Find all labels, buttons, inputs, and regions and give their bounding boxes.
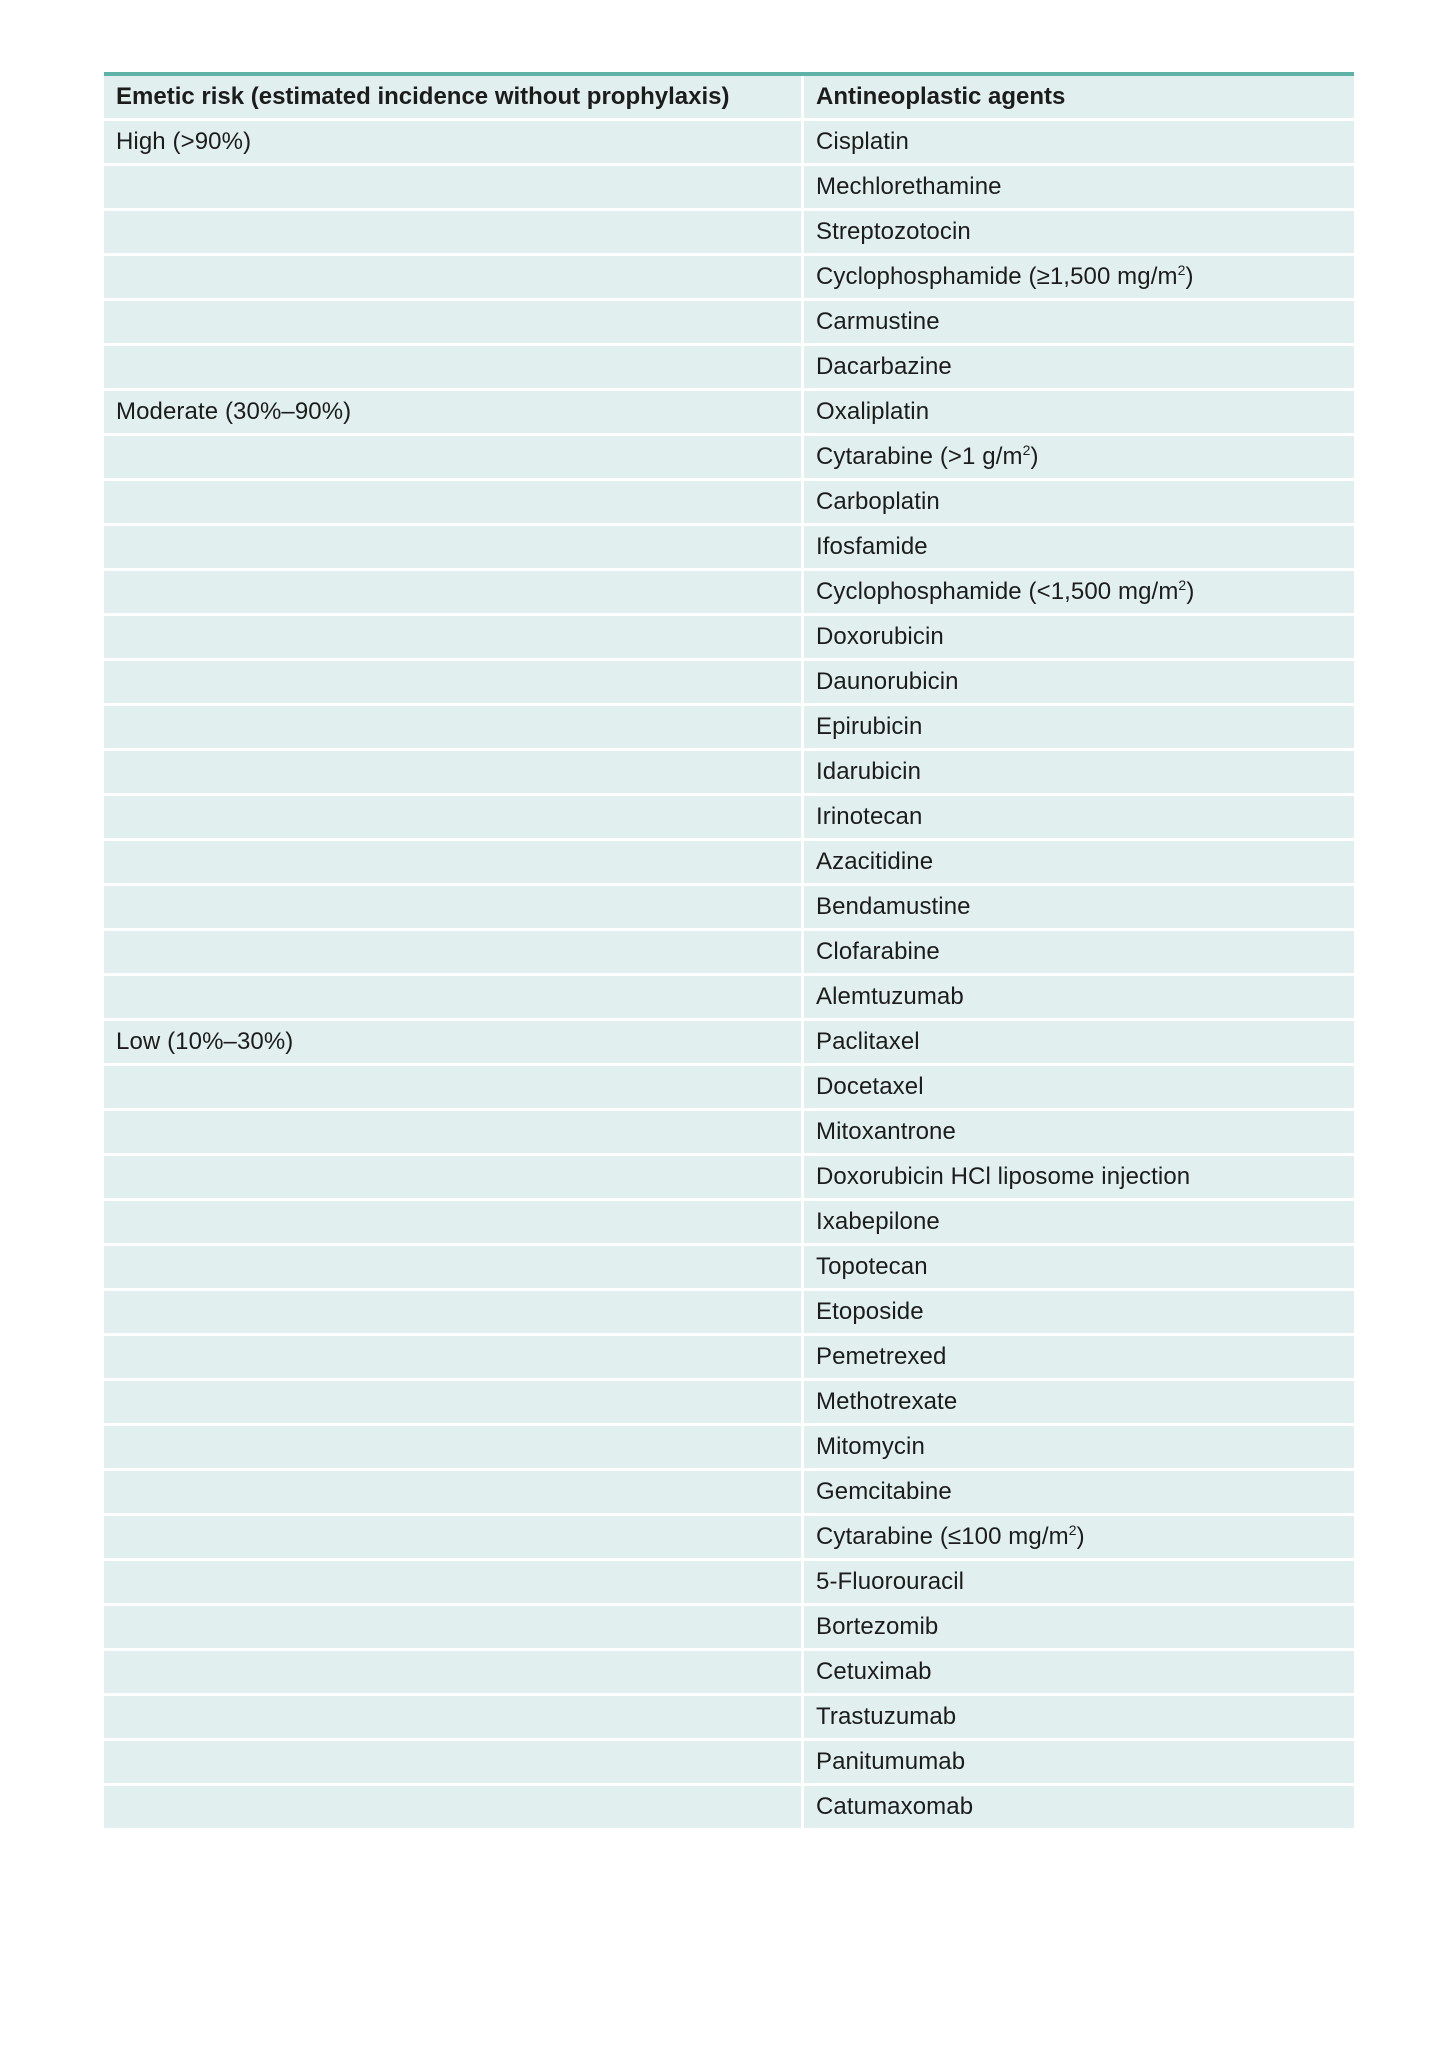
risk-level-cell: [104, 166, 804, 211]
agent-name: Streptozotocin: [816, 218, 971, 245]
table-row: [104, 481, 1354, 526]
table-row: [104, 616, 1354, 661]
table-row: [104, 661, 1354, 706]
risk-level-cell: [104, 976, 804, 1021]
agent-cell: [804, 1741, 1354, 1786]
risk-level-cell: [104, 1066, 804, 1111]
risk-level-cell: [104, 1606, 804, 1651]
agent-name: Topotecan: [816, 1253, 928, 1280]
table-row: [104, 1516, 1354, 1561]
table-row: [104, 211, 1354, 256]
agent-cell: [804, 1156, 1354, 1201]
table-header-row: [104, 76, 1354, 121]
table-row: [104, 571, 1354, 616]
table-row: [104, 841, 1354, 886]
agent-name: Cytarabine (≤100 mg/m: [816, 1523, 1069, 1550]
risk-level-cell: [104, 886, 804, 931]
table-row: [104, 436, 1354, 481]
unit-superscript: 2: [1177, 262, 1186, 278]
agent-name: Alemtuzumab: [816, 983, 964, 1010]
agent-name: Mitoxantrone: [816, 1118, 956, 1145]
risk-level-cell: [104, 571, 804, 616]
risk-level-cell: [104, 1471, 804, 1516]
agent-name: Epirubicin: [816, 713, 923, 740]
agent-name: Bendamustine: [816, 893, 971, 920]
agent-name: Cyclophosphamide (≥1,500 mg/m: [816, 263, 1178, 290]
table-row: [104, 1426, 1354, 1471]
risk-level-cell: [104, 1111, 804, 1156]
agent-name-suffix: ): [1185, 263, 1194, 290]
agent-name: 5-Fluorouracil: [816, 1568, 965, 1595]
agent-cell: [804, 526, 1354, 571]
agent-name: Ifosfamide: [816, 533, 928, 560]
agent-name: Gemcitabine: [816, 1478, 952, 1505]
risk-level-cell: [104, 706, 804, 751]
agent-cell: [804, 751, 1354, 796]
agent-cell: [804, 571, 1354, 616]
agent-name: Irinotecan: [816, 803, 923, 830]
table-row: [104, 1201, 1354, 1246]
risk-level-cell: [104, 1426, 804, 1471]
agent-cell: [804, 1201, 1354, 1246]
table-header: [104, 76, 1354, 121]
agent-cell: [804, 1696, 1354, 1741]
agent-name: Carmustine: [816, 308, 940, 335]
agent-cell: [804, 706, 1354, 751]
risk-level-cell: [104, 1786, 804, 1831]
agent-name: Etoposide: [816, 1298, 924, 1325]
agent-name: Clofarabine: [816, 938, 940, 965]
agent-name: Mechlorethamine: [816, 173, 1002, 200]
table-row: [104, 886, 1354, 931]
agent-cell: [804, 796, 1354, 841]
agent-cell: [804, 1021, 1354, 1066]
risk-level-cell: [104, 1201, 804, 1246]
agent-name: Oxaliplatin: [816, 398, 930, 425]
table-row: [104, 526, 1354, 571]
agent-cell: [804, 1516, 1354, 1561]
table-row: [104, 1291, 1354, 1336]
agent-name: Carboplatin: [816, 488, 940, 515]
agent-name: Panitumumab: [816, 1748, 966, 1775]
table-row: [104, 931, 1354, 976]
agent-cell: [804, 1381, 1354, 1426]
table-row: [104, 1336, 1354, 1381]
risk-level-cell: [104, 211, 804, 256]
risk-level-cell: [104, 1246, 804, 1291]
agent-cell: [804, 931, 1354, 976]
risk-level-cell: High (>90%): [104, 121, 804, 166]
agent-cell: [804, 1426, 1354, 1471]
table-row: [104, 1111, 1354, 1156]
agent-cell: [804, 166, 1354, 211]
table-row: [104, 1606, 1354, 1651]
agent-name: Pemetrexed: [816, 1343, 947, 1370]
agent-name: Azacitidine: [816, 848, 934, 875]
agent-name: Doxorubicin: [816, 623, 944, 650]
agent-name: Trastuzumab: [816, 1703, 957, 1730]
table-row: [104, 1471, 1354, 1516]
header-antineoplastic-agents: Antineoplastic agents: [804, 76, 1354, 121]
agent-name: Daunorubicin: [816, 668, 959, 695]
table-row: [104, 1066, 1354, 1111]
agent-cell: [804, 211, 1354, 256]
agent-name: Doxorubicin HCl liposome injection: [816, 1163, 1191, 1190]
unit-superscript: 2: [1178, 577, 1187, 593]
table-row: [104, 1741, 1354, 1786]
table-row: [104, 301, 1354, 346]
risk-level-cell: [104, 1651, 804, 1696]
risk-level-cell: [104, 436, 804, 481]
table-row: [104, 391, 1354, 436]
emetic-risk-table: [104, 72, 1354, 1831]
agent-name: Cetuximab: [816, 1658, 932, 1685]
agent-cell: [804, 1471, 1354, 1516]
unit-superscript: 2: [1022, 442, 1031, 458]
risk-level-cell: [104, 256, 804, 301]
risk-level-cell: Low (10%–30%): [104, 1021, 804, 1066]
agent-cell: [804, 256, 1354, 301]
agent-name: Paclitaxel: [816, 1028, 920, 1055]
table-row: [104, 1561, 1354, 1606]
risk-level-cell: [104, 481, 804, 526]
agent-name: Cyclophosphamide (<1,500 mg/m: [816, 578, 1179, 605]
agent-cell: [804, 1066, 1354, 1111]
risk-level-cell: [104, 1561, 804, 1606]
agent-cell: [804, 1246, 1354, 1291]
header-emetic-risk: Emetic risk (estimated incidence without prophylaxis): [104, 76, 804, 121]
risk-level-cell: [104, 1381, 804, 1426]
table-row: [104, 1156, 1354, 1201]
table-row: [104, 1651, 1354, 1696]
table-row: [104, 1381, 1354, 1426]
agent-cell: [804, 661, 1354, 706]
agent-cell: [804, 121, 1354, 166]
agent-name: Bortezomib: [816, 1613, 939, 1640]
table-row: [104, 1786, 1354, 1831]
risk-level-cell: [104, 616, 804, 661]
table-row: [104, 706, 1354, 751]
risk-level-cell: [104, 526, 804, 571]
table-row: [104, 256, 1354, 301]
agent-cell: [804, 616, 1354, 661]
agent-name: Cytarabine (>1 g/m: [816, 443, 1023, 470]
agent-name-suffix: ): [1076, 1523, 1085, 1550]
risk-level-cell: [104, 1291, 804, 1336]
risk-level-cell: [104, 751, 804, 796]
risk-level-cell: [104, 1336, 804, 1381]
agent-cell: [804, 436, 1354, 481]
agent-cell: [804, 1336, 1354, 1381]
risk-level-cell: [104, 661, 804, 706]
table-row: [104, 976, 1354, 1021]
table-row: [104, 1021, 1354, 1066]
agent-name: Methotrexate: [816, 1388, 958, 1415]
table-body: [104, 121, 1354, 1831]
agent-cell: [804, 1606, 1354, 1651]
unit-superscript: 2: [1068, 1522, 1077, 1538]
agent-cell: [804, 1651, 1354, 1696]
agent-name: Docetaxel: [816, 1073, 924, 1100]
agent-name: Idarubicin: [816, 758, 922, 785]
agent-cell: [804, 391, 1354, 436]
table-row: [104, 1696, 1354, 1741]
risk-level-cell: Moderate (30%–90%): [104, 391, 804, 436]
agent-name-suffix: ): [1030, 443, 1039, 470]
agent-name: Cisplatin: [816, 128, 909, 155]
risk-level-cell: [104, 346, 804, 391]
agent-cell: [804, 346, 1354, 391]
table-row: [104, 796, 1354, 841]
document-page: [104, 72, 1354, 1831]
risk-level-cell: [104, 301, 804, 346]
agent-name: Dacarbazine: [816, 353, 952, 380]
risk-level-cell: [104, 931, 804, 976]
risk-level-cell: [104, 796, 804, 841]
table-row: [104, 346, 1354, 391]
agent-cell: [804, 886, 1354, 931]
agent-name-suffix: ): [1186, 578, 1195, 605]
agent-cell: [804, 301, 1354, 346]
table-row: [104, 1246, 1354, 1291]
agent-cell: [804, 1111, 1354, 1156]
table-row: [104, 121, 1354, 166]
agent-cell: [804, 1561, 1354, 1606]
table-row: [104, 166, 1354, 211]
agent-cell: [804, 976, 1354, 1021]
agent-name: Mitomycin: [816, 1433, 925, 1460]
risk-level-cell: [104, 1156, 804, 1201]
agent-cell: [804, 1786, 1354, 1831]
agent-name: Catumaxomab: [816, 1793, 974, 1820]
agent-cell: [804, 481, 1354, 526]
agent-cell: [804, 1291, 1354, 1336]
risk-level-cell: [104, 1696, 804, 1741]
table-row: [104, 751, 1354, 796]
risk-level-cell: [104, 1741, 804, 1786]
risk-level-cell: [104, 1516, 804, 1561]
agent-name: Ixabepilone: [816, 1208, 940, 1235]
risk-level-cell: [104, 841, 804, 886]
agent-cell: [804, 841, 1354, 886]
